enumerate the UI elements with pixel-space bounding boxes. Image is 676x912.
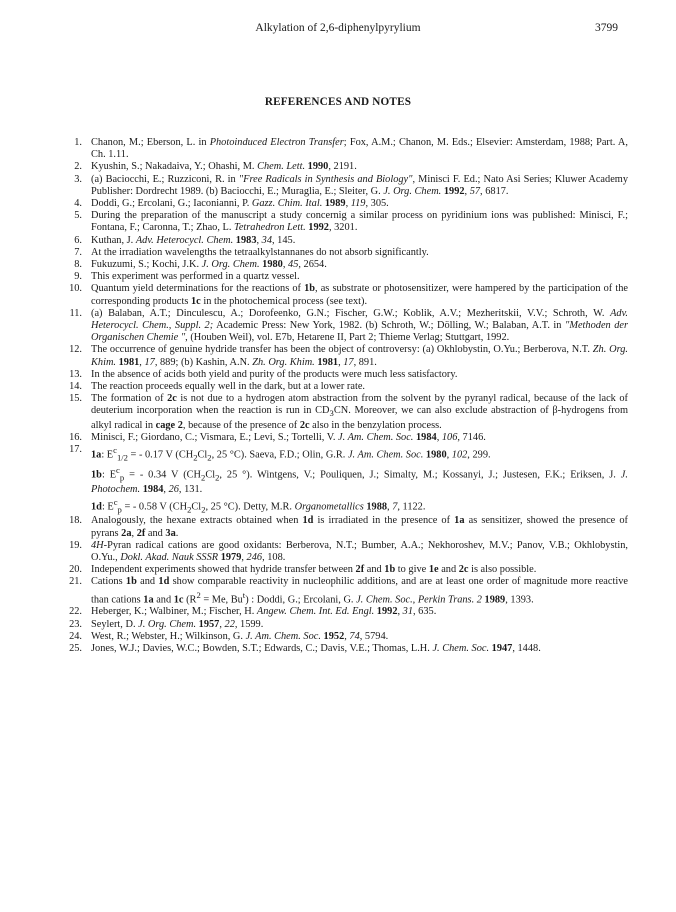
reference-text: Kyushin, S.; Nakadaiva, Y.; Ohashi, M. Chem. Lett. 1990, 2191. bbox=[91, 161, 357, 173]
reference-number: 15. bbox=[69, 393, 82, 405]
reference-text: This experiment was performed in a quartz vessel. bbox=[91, 271, 300, 283]
reference-text: Heberger, K.; Walbiner, M.; Fischer, H. Angew. Chem. Int. Ed. Engl. 1992, 31, 635. bbox=[91, 606, 437, 618]
reference-item bbox=[62, 631, 628, 643]
reference-text: 4H-Pyran radical cations are good oxidants: Berberova, N.T.; Bumber, A.A.; Nekhoroshev, M.V.; Panov, V.B.; Okhlobystin, O.Yu., Dokl. Akad. Nauk SSSR 1979, 246, 108. bbox=[91, 539, 628, 564]
reference-item bbox=[62, 271, 628, 283]
reference-number: 9. bbox=[74, 271, 82, 283]
reference-text: Analogously, the hexane extracts obtained when 1d is irradiated in the presence of 1a as sensitizer, showed the presence of pyrans 2a, 2f and 3a. bbox=[91, 515, 628, 539]
reference-number: 3. bbox=[74, 173, 82, 185]
reference-item bbox=[62, 161, 628, 173]
reference-text: During the preparation of the manuscript a study concernig a similar process on pyridinium ions was published: Minisci, F.; Fontana, F.; Caronna, T.; Zhao, L. Tetrahedron Lett. 1992, 3201. bbox=[91, 210, 628, 234]
reference-number: 7. bbox=[74, 246, 82, 258]
reference-number: 13. bbox=[69, 368, 82, 380]
reference-number: 17. bbox=[69, 444, 82, 456]
reference-text: 1a: $E^c_{1/2}$ = - 0.17 V ($CH_2Cl_2$, 25 °C). Saeva, F.D.; Olin, G.R. J. Am. Chem. Soc. 1980, 102, 299. 1b: $E^c_p$ = - 0.34 V ($CH_2Cl_2$, 25 °). Wintgens, V.; Pouliquen, J.; Simalty, M.; Kossanyi, J.; Justesen, F.K.; Eriksen, J. J. Photochem. 1984, 26, 131. 1d: $E^c_p$ = - 0.58 V ($CH_2Cl_2$, 25 °C). Detty, M.R. Organometallics 1988, 7, 1122. bbox=[91, 445, 628, 515]
reference-item bbox=[62, 515, 628, 539]
reference-number: 2. bbox=[74, 161, 82, 173]
reference-number: 20. bbox=[69, 564, 82, 576]
reference-number: 14. bbox=[69, 381, 82, 393]
reference-number: 8. bbox=[74, 259, 82, 271]
reference-text: (a) Baciocchi, E.; Ruzziconi, R. in "Free Radicals in Synthesis and Biology", Minisci F. Ed.; Nato Asi Series; Kluwer Academy Publisher: Dordrecht 1989. (b) Baciocchi, E.; Muraglia, E.; Sleiter, G. J. Org. Chem. 1992, 57, 6817. bbox=[91, 173, 628, 197]
section-title: REFERENCES AND NOTES bbox=[264, 96, 412, 108]
reference-text: Cations 1b and 1d show comparable reactivity in nucleophilic additions, and are at least one order of magnitude more reactive than cations 1a and 1c ($R^2 = Me$, Bu$^t$) : Doddi, G.; Ercolani, G. J. Chem. Soc., Perkin Trans. 2 1989, 1393. bbox=[91, 576, 629, 606]
reference-number: 12. bbox=[69, 344, 82, 356]
reference-number: 4. bbox=[74, 198, 82, 210]
reference-text: Minisci, F.; Giordano, C.; Vismara, E.; Levi, S.; Tortelli, V. J. Am. Chem. Soc. 1984, 106, 7146. bbox=[91, 431, 486, 443]
reference-item bbox=[62, 198, 628, 210]
reference-item bbox=[62, 393, 628, 432]
reference-number: 6. bbox=[74, 234, 82, 246]
reference-text: Independent experiments showed that hydride transfer between 2f and 1b to give 1e and 2c is also possible. bbox=[91, 564, 537, 576]
reference-number: 1. bbox=[74, 137, 82, 148]
reference-number: 19. bbox=[69, 539, 82, 551]
reference-text: The reaction proceeds equally well in the dark, but at a lower rate. bbox=[91, 381, 365, 393]
reference-item bbox=[62, 369, 628, 381]
reference-item bbox=[62, 283, 628, 307]
reference-item bbox=[62, 247, 628, 259]
reference-item bbox=[62, 564, 628, 576]
running-title: Alkylation of 2,6-diphenylpyrylium bbox=[255, 22, 421, 34]
reference-item bbox=[62, 606, 628, 618]
reference-number: 25. bbox=[69, 642, 82, 654]
reference-item bbox=[62, 432, 628, 444]
reference-number: 10. bbox=[69, 283, 82, 295]
reference-text: Jones, W.J.; Davies, W.C.; Bowden, S.T.; Edwards, C.; Davis, V.E.; Thomas, L.H. J. Chem. Soc. 1947, 1448. bbox=[91, 642, 541, 654]
page-number: 3799 bbox=[595, 22, 618, 34]
reference-item bbox=[62, 344, 628, 368]
references-list bbox=[62, 137, 628, 655]
reference-text: In the absence of acids both yield and purity of the products were much less satisfactory. bbox=[91, 368, 458, 380]
reference-text: Seylert, D. J. Org. Chem. 1957, 22, 1599. bbox=[91, 618, 264, 630]
running-head bbox=[0, 22, 676, 40]
reference-text: At the irradiation wavelengths the tetraalkylstannanes do not absorb significantly. bbox=[91, 246, 429, 258]
reference-text: (a) Balaban, A.T.; Dinculescu, A.; Dorofeenko, G.N.; Fischer, G.W.; Koblik, A.V.; Mezheritskii, V.V.; Schroth, W. Adv. Heterocycl. Chem., Suppl. 2; Academic Press: New York, 1982. (b) Schroth, W.; Dölling, W.; Balaban, A.T. in "Methoden der Organischen Chemie ", (Houben Weil), vol. E7b, Hetarene II, Part 2; Thieme Verlag; Stuttgart, 1992. bbox=[91, 307, 629, 344]
reference-text: Chanon, M.; Eberson, L. in Photoinduced Electron Transfer; Fox, A.M.; Chanon, M. Eds.; Elsevier: Amsterdam, 1988; Part. A, Ch. 1.11. bbox=[91, 137, 628, 161]
reference-text: Doddi, G.; Ercolani, G.; Iaconianni, P. Gazz. Chim. Ital. 1989, 119, 305. bbox=[91, 198, 389, 210]
reference-text: Fukuzumi, S.; Kochi, J.K. J. Org. Chem. 1980, 45, 2654. bbox=[91, 259, 327, 271]
reference-number: 21. bbox=[69, 576, 82, 588]
reference-item bbox=[62, 576, 628, 606]
reference-number: 5. bbox=[74, 210, 82, 222]
reference-item bbox=[62, 643, 628, 655]
reference-item bbox=[62, 540, 628, 564]
reference-number: 11. bbox=[69, 307, 82, 319]
reference-item bbox=[62, 235, 628, 247]
reference-item bbox=[62, 210, 628, 234]
reference-item bbox=[62, 444, 628, 515]
reference-item bbox=[62, 174, 628, 198]
reference-number: 22. bbox=[69, 606, 82, 618]
reference-text: Kuthan, J. Adv. Heterocycl. Chem. 1983, 34, 145. bbox=[91, 234, 296, 246]
reference-text: The occurrence of genuine hydride transfer has been the object of controversy: (a) Okhlobystin, O.Yu.; Berberova, N.T. Zh. Org. Khim. 1981, 17, 889; (b) Kashin, A.N. Zh. Org. Khim. 1981, 17, 891. bbox=[91, 344, 628, 368]
reference-text: The formation of 2c is not due to a hydrogen atom abstraction from the solvent by the pyranyl radical, because of the lack of deuterium incorporation when the reaction is run in $CD_3CN$. Moreover, we can also exclude abstraction of β-hydrogens from alkyl radical in cage 2, because of the presence of 2c also in the benzylation process. bbox=[91, 393, 628, 431]
reference-number: 24. bbox=[69, 630, 82, 642]
reference-number: 18. bbox=[69, 515, 82, 527]
reference-item bbox=[62, 137, 628, 161]
reference-text: West, R.; Webster, H.; Wilkinson, G. J. Am. Chem. Soc. 1952, 74, 5794. bbox=[91, 630, 389, 642]
reference-number: 16. bbox=[69, 431, 82, 443]
reference-text: Quantum yield determinations for the reactions of 1b, as substrate or photosensitizer, were hampered by the participation of the corresponding products 1c in the photochemical process (see text). bbox=[91, 283, 628, 307]
reference-number: 23. bbox=[69, 618, 82, 630]
reference-item bbox=[62, 381, 628, 393]
reference-item bbox=[62, 259, 628, 271]
reference-item bbox=[62, 619, 628, 631]
reference-item bbox=[62, 308, 628, 345]
